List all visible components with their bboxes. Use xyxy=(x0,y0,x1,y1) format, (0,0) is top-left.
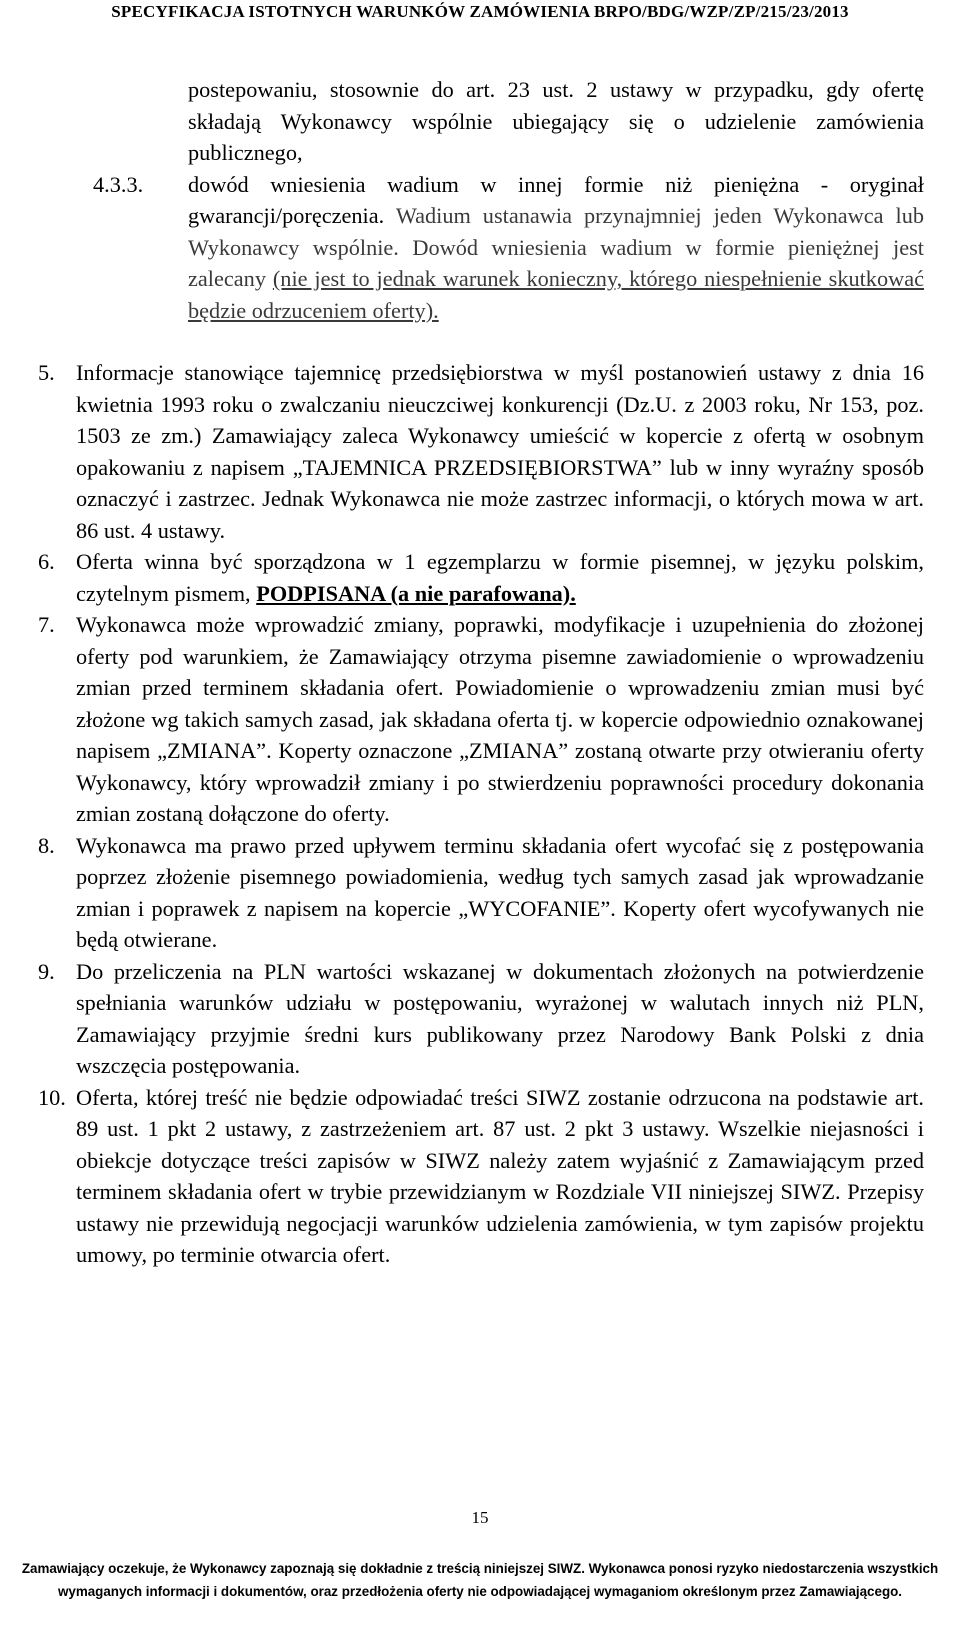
document-footer xyxy=(0,1557,960,1603)
list-item-number: 8. xyxy=(38,832,55,858)
list-item-number: 5. xyxy=(38,360,55,385)
list-item-number: 7. xyxy=(38,612,55,637)
list-item-text: Do przeliczenia na PLN wartości wskazanej w dokumentach złożonych na potwierdzenie spełniania warunków udziału w postępowaniu, wyrażonej w walutach innych niż PLN, Zamawiający przyjmie średni kurs publikowany przez Narodowy Bank Polski z dnia wszczęcia postępowania. xyxy=(76,958,924,1078)
list-item-text xyxy=(76,546,924,609)
list-item-number: 9. xyxy=(38,958,55,984)
list-item-emphasis: PODPISANA (a nie parafowana). xyxy=(256,580,576,606)
list-item-number: 10. xyxy=(38,1084,66,1110)
item-text-part1: dowód wniesienia wadium w innej formie niż pieniężna - oryginał gwarancji/poręczenia. xyxy=(188,171,924,228)
list-item-text: Wykonawca ma prawo przed upływem terminu składania ofert wycofać się z postępowania poprzez złożenie pisemnego powiadomienia, według tych samych zasad jak wprowadzanie zmian i poprawek z napisem na kopercie „WYCOFANIE”. Koperty ofert wycofywanych nie będą otwierane. xyxy=(76,832,924,952)
list-item xyxy=(38,1082,924,1271)
item-4-3-3 xyxy=(93,169,924,327)
list-item-text: Wykonawca może wprowadzić zmiany, poprawki, modyfikacje i uzupełnienia do złożonej oferty pod warunkiem, że Zamawiający otrzyma pisemne zawiadomienie o wprowadzeniu zmian przed terminem składania ofert. Powiadomienie o wprowadzeniu zmian musi być złożone wg takich samych zasad, jak składana oferta tj. w kopercie odpowiednio oznakowanej napisem „ZMIANA”. Koperty oznaczone „ZMIANA” zostaną otwarte przy otwieraniu oferty Wykonawcy, który wprowadził zmiany i po stwierdzeniu poprawności procedury dokonania zmian zostaną dołączone do oferty. xyxy=(76,612,924,826)
continuation-paragraph: postepowaniu, stosownie do art. 23 ust. 2 ustawy w przypadku, gdy ofertę składają Wykonawcy wspólnie ubiegający się o udzielenie zamówienia publicznego, xyxy=(188,77,924,165)
footer-line: Zamawiający oczekuje, że Wykonawcy zapoznają się dokładnie z treścią niniejszej SIWZ. Wykonawca ponosi ryzyko niedostarczenia wszystkich xyxy=(21,1561,939,1576)
item-text xyxy=(188,169,924,327)
list-item-text-main: Oferta winna być sporządzona w 1 egzemplarzu w formie pisemnej, w języku polskim, czytelnym pismem, xyxy=(76,549,924,606)
footer-line: wymaganych informacji i dokumentów, oraz przedłożenia oferty nie odpowiadającej wymaganiom określonym przez Zamawiającego. xyxy=(57,1584,903,1599)
page-number: 15 xyxy=(471,1508,489,1527)
item-text-part2: Wadium ustanawia przynajmniej jeden Wykonawca lub Wykonawcy wspólnie. xyxy=(188,203,925,260)
list-item xyxy=(38,546,924,609)
spacer xyxy=(38,326,924,357)
numbered-list xyxy=(38,357,924,1271)
list-item-text: Oferta, której treść nie będzie odpowiadać treści SIWZ zostanie odrzucona na podstawie art. 89 ust. 1 pkt 2 ustawy, z zastrzeżeniem art. 87 ust. 2 pkt 3 ustawy. Wszelkie niejasności i obiekcje dotyczące treści zapisów w SIWZ należy zatem wyjaśnić z Zamawiającym przed terminem składania ofert w trybie przewidzianym w Rozdziale VII niniejszej SIWZ. Przepisy ustawy nie przewidują negocjacji warunków udzielenia zamówienia, w tym zapisów projektu umowy, po terminie otwarcia ofert. xyxy=(76,1084,924,1267)
list-item xyxy=(38,357,924,546)
document-body xyxy=(38,74,924,1271)
list-item-number: 6. xyxy=(38,549,55,574)
document-header: SPECYFIKACJA ISTOTNYCH WARUNKÓW ZAMÓWIENIA BRPO/BDG/WZP/ZP/215/23/2013 xyxy=(111,2,849,21)
item-text-part3: Dowód wniesienia wadium w formie pieniężnej jest zalecany xyxy=(188,234,924,291)
list-item xyxy=(38,830,924,956)
list-item xyxy=(38,956,924,1082)
item-number: 4.3.3. xyxy=(93,171,144,197)
item-text-part4: (nie jest to jednak warunek konieczny, którego niespełnienie skutkować będzie odrzuceniem oferty). xyxy=(188,266,924,323)
list-item xyxy=(38,609,924,830)
list-item-text: Informacje stanowiące tajemnicę przedsiębiorstwa w myśl postanowień ustawy z dnia 16 kwietnia 1993 roku o zwalczaniu nieuczciwej konkurencji (Dz.U. z 2003 roku, Nr 153, poz. 1503 ze zm.) Zamawiający zaleca Wykonawcy umieścić w kopercie z ofertą w osobnym opakowaniu z napisem „TAJEMNICA PRZEDSIĘBIORSTWA” lub w inny wyraźny sposób oznaczyć i zastrzec. Jednak Wykonawca nie może zastrzec informacji, o których mowa w art. 86 ust. 4 ustawy. xyxy=(76,360,924,543)
